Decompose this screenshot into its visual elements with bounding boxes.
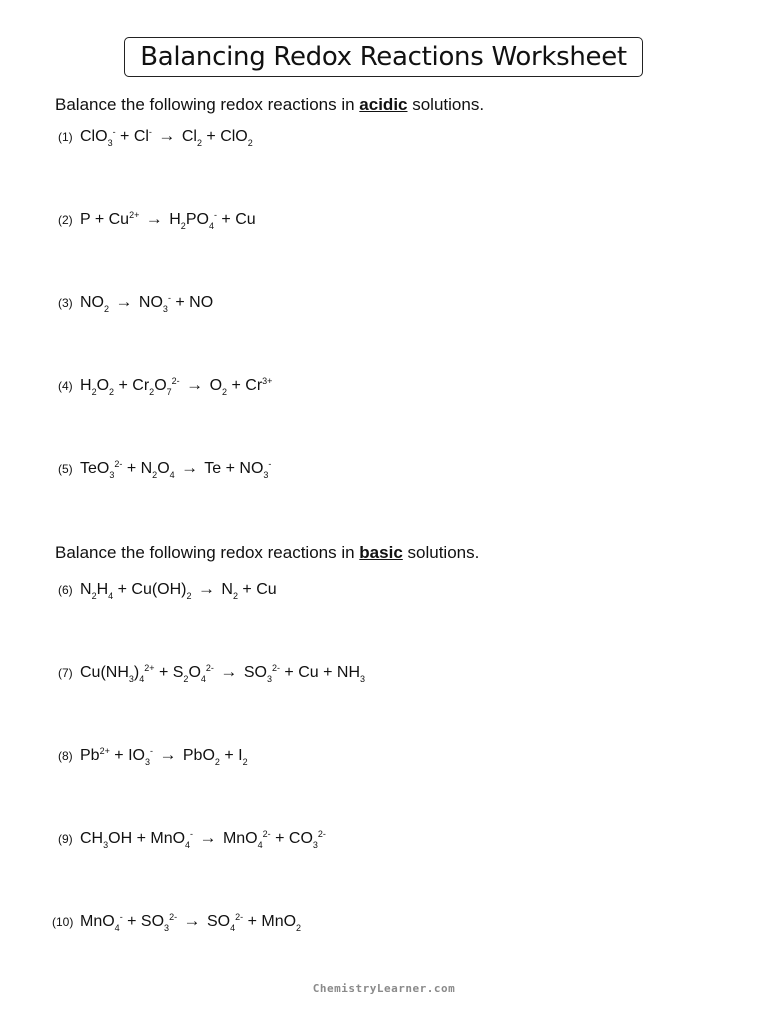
problem-equation: $N_2H_4 + Cu(OH)_2 \to N_2 + Cu$ <box>80 579 277 601</box>
instruction-keyword-basic: basic <box>359 543 403 562</box>
problem-equation: $Cu(NH_3)_4^{2+} + S_2O_4^{2-} \to SO_3^{2-} + Cu + NH_3$ <box>80 662 366 684</box>
problem-equation: $NO_2 \to NO_3^-$ + NO <box>80 292 214 314</box>
problem-number: (5) <box>58 462 73 476</box>
problem-equation: $MnO_4^- + SO_3^{2-} \to SO_4^{2-} + MnO_2$ <box>80 911 302 933</box>
problem-number: (3) <box>58 296 73 310</box>
problem-equation: $Pb^{2+} + IO_3^- \to PbO_2 + I_2$ <box>80 745 248 767</box>
problem-number: (10) <box>52 915 74 929</box>
problem-1 <box>58 125 253 148</box>
problem-number: (4) <box>58 379 73 393</box>
instruction-prefix: Balance the following redox reactions in <box>55 95 360 114</box>
problem-5 <box>58 457 271 480</box>
instruction-prefix: Balance the following redox reactions in <box>55 543 360 562</box>
problem-7 <box>58 661 365 684</box>
section-instruction-basic <box>55 543 479 563</box>
instruction-suffix: solutions. <box>407 95 485 114</box>
problem-6 <box>58 578 277 601</box>
problem-4 <box>58 374 272 397</box>
instruction-suffix: solutions. <box>402 543 480 562</box>
problem-equation: $P + Cu^{2+} \to H_2PO_4^- + Cu$ <box>80 209 256 231</box>
section-instruction-acidic <box>55 95 484 115</box>
problem-number: (8) <box>58 749 73 763</box>
problem-equation: $ClO_3^- + Cl^- \to Cl_2 + ClO_2$ <box>80 126 253 148</box>
problem-number: (1) <box>58 130 73 144</box>
problem-number: (2) <box>58 213 73 227</box>
footer-watermark: ChemistryLearner.com <box>312 982 456 995</box>
problem-number: (9) <box>58 832 73 846</box>
problem-10 <box>52 910 301 933</box>
problem-8 <box>58 744 248 767</box>
problem-number: (6) <box>58 583 73 597</box>
problem-equation: $H_2O_2 + Cr_2O_7^{2-} \to O_2 + Cr^{3+}$ <box>80 375 273 397</box>
problem-3 <box>58 291 213 314</box>
problem-number: (7) <box>58 666 73 680</box>
problem-equation: $TeO_3^{2-} + N_2O_4 \to Te + NO_3^-$ <box>80 458 272 480</box>
problem-2 <box>58 208 256 231</box>
worksheet-title: Balancing Redox Reactions Worksheet <box>124 37 643 77</box>
instruction-keyword-acidic: acidic <box>359 95 408 114</box>
problem-9 <box>58 827 326 850</box>
problem-equation: $CH_3OH + MnO_4^- \to MnO_4^{2-} + CO_3^{2-}$ <box>80 828 326 850</box>
